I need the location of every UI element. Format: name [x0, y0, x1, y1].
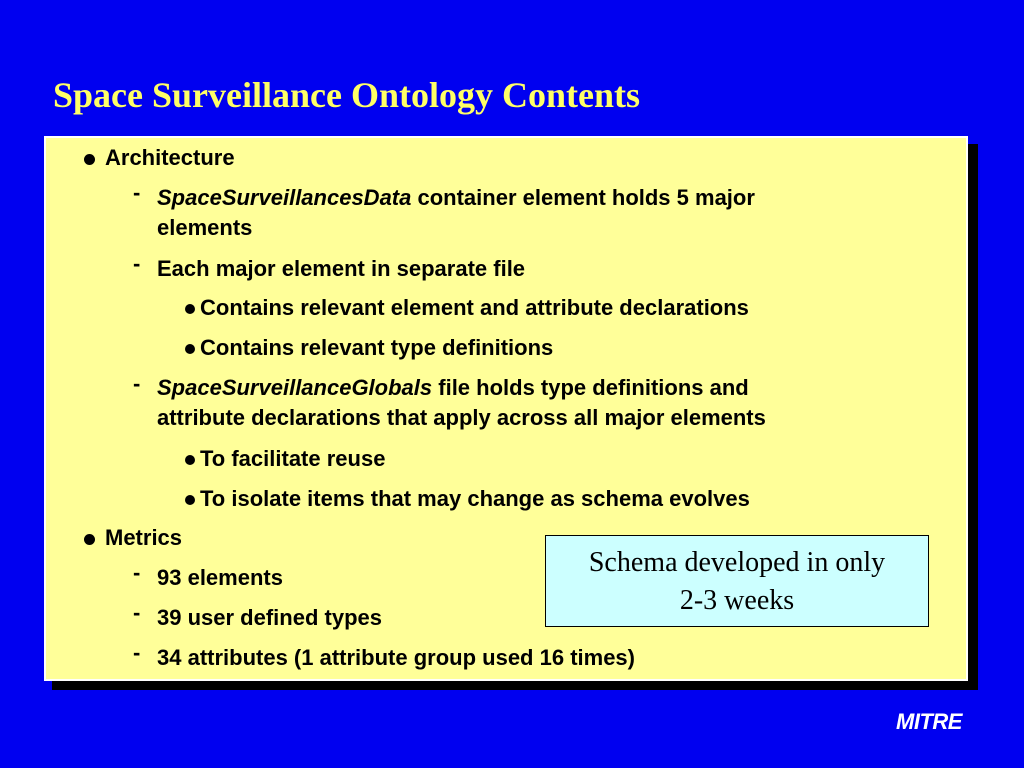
italic-term: SpaceSurveillanceGlobals — [157, 375, 433, 400]
dash-marker: - — [133, 600, 141, 625]
bullet-dot — [185, 495, 195, 505]
sub-sub-bullet-type-definitions: Contains relevant type definitions — [200, 335, 554, 360]
bullet-dot — [84, 534, 95, 545]
callout-line-1: Schema developed in only — [588, 547, 886, 578]
dash-marker: - — [133, 371, 141, 396]
italic-term: SpaceSurveillancesData — [157, 185, 412, 210]
bullet-dot — [84, 154, 95, 165]
sub-bullet-spacesurveillanceglobals — [157, 373, 749, 403]
bullet-text: file holds type definitions and — [432, 375, 749, 400]
metric-elements: 93 elements — [157, 565, 283, 590]
bullet-architecture: Architecture — [105, 145, 235, 170]
slide-title: Space Surveillance Ontology Contents — [53, 75, 641, 115]
sub-sub-bullet-isolate-items: To isolate items that may change as schema evolves — [200, 486, 750, 511]
sub-bullet-continuation: elements — [157, 215, 253, 240]
mitre-logo: MITRE — [896, 709, 962, 734]
sub-bullet-spacesurveillancesdata — [157, 183, 755, 213]
bullet-text: container element holds 5 major — [411, 185, 755, 210]
dash-marker: - — [133, 180, 141, 205]
sub-sub-bullet-facilitate-reuse: To facilitate reuse — [200, 446, 386, 471]
sub-bullet-separate-file: Each major element in separate file — [157, 256, 526, 281]
bullet-metrics: Metrics — [105, 525, 183, 550]
bullet-dot — [185, 304, 195, 314]
bullet-dot — [185, 455, 195, 465]
metric-attributes: 34 attributes (1 attribute group used 16 times) — [157, 645, 635, 670]
dash-marker: - — [133, 560, 141, 585]
sub-bullet-continuation: attribute declarations that apply across all major elements — [157, 405, 766, 430]
schema-callout-box — [545, 535, 929, 627]
metric-user-defined-types: 39 user defined types — [157, 605, 382, 630]
bullet-dot — [185, 344, 195, 354]
dash-marker: - — [133, 251, 141, 276]
callout-line-2: 2-3 weeks — [679, 585, 795, 616]
sub-sub-bullet-element-declarations: Contains relevant element and attribute declarations — [200, 295, 749, 320]
dash-marker: - — [133, 640, 141, 665]
